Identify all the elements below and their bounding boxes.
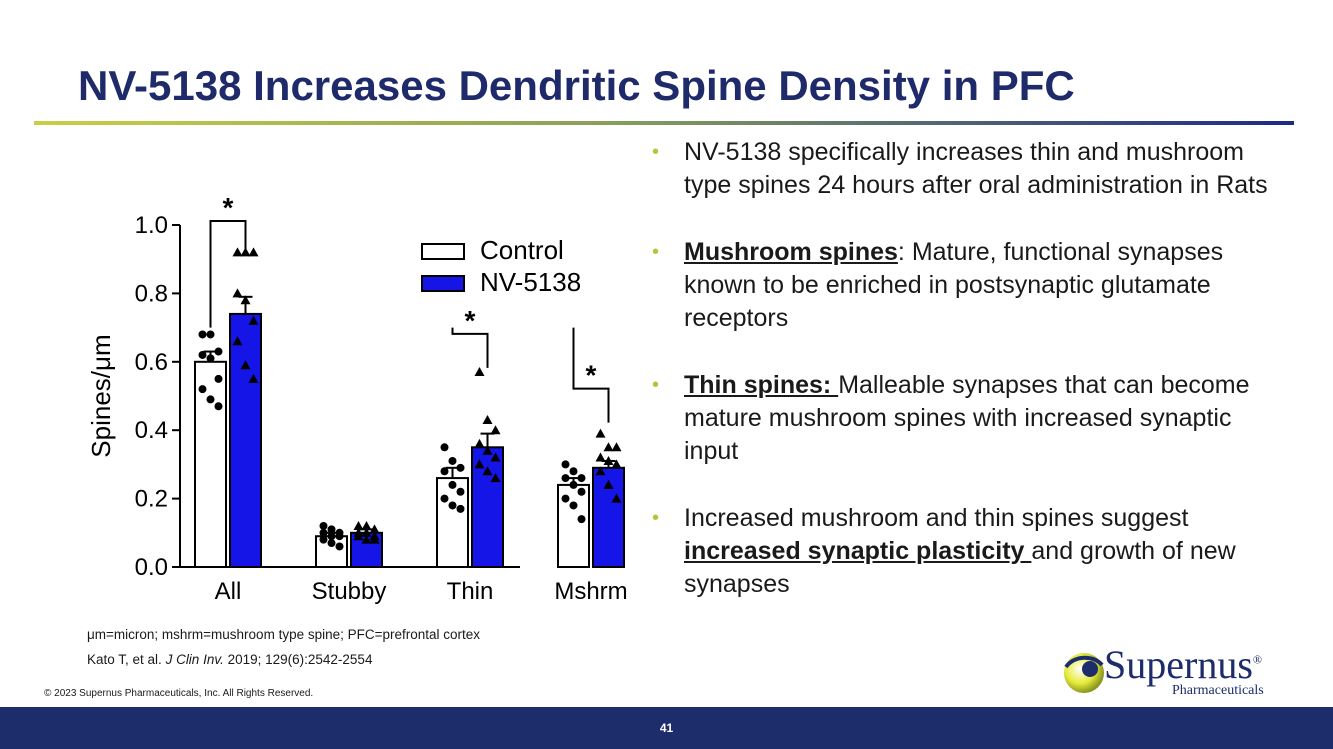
logo-wordmark: Supernus [1104, 642, 1253, 687]
data-point [441, 467, 449, 475]
y-tick-label: 0.0 [134, 554, 168, 581]
data-point [562, 474, 570, 482]
bullet-term: increased synaptic plasticity [684, 537, 1032, 565]
data-point [491, 425, 501, 434]
significance-marker: * [464, 304, 476, 336]
bullet-dot-icon: • [652, 374, 660, 396]
data-point [457, 505, 465, 513]
legend-label: NV-5138 [480, 267, 582, 297]
data-point [475, 439, 485, 448]
bullet-item: • Mushroom spines: Mature, functional synapses known to be enriched in postsynaptic glutamate receptors [652, 238, 1224, 332]
legend-label: Control [480, 235, 564, 265]
x-tick-label: Stubby [311, 578, 387, 605]
significance-marker: * [585, 359, 597, 391]
data-point [233, 288, 243, 297]
bullet-term: Thin spines: [684, 371, 839, 399]
logo-sphere-icon [1060, 645, 1106, 695]
y-tick-label: 0.8 [134, 280, 168, 308]
y-tick-label: 0.2 [134, 485, 168, 513]
footer-bar [0, 707, 1333, 749]
x-tick-label: Thin [446, 578, 494, 605]
data-point [215, 402, 223, 410]
data-point [336, 542, 344, 550]
data-point [562, 495, 570, 503]
bullet-dot-icon: • [652, 507, 660, 529]
data-point [328, 532, 336, 540]
data-point [457, 488, 465, 496]
y-tick-label: 0.6 [134, 348, 168, 376]
data-point [320, 536, 328, 544]
data-point [596, 453, 606, 462]
data-point [578, 474, 586, 482]
y-tick-label: 1.0 [134, 212, 168, 239]
data-point [336, 532, 344, 540]
bullet-term: Mushroom spines [684, 238, 898, 266]
data-point [604, 442, 614, 451]
data-point [562, 460, 570, 468]
data-point [596, 429, 606, 438]
logo-subtitle: Pharmaceuticals [1172, 683, 1264, 698]
data-point [215, 375, 223, 383]
y-axis-label: Spines/μm [86, 334, 116, 458]
bullet-item: • NV-5138 specifically increases thin and mushroom type spines 24 hours after oral administration in Rats [652, 138, 1268, 199]
data-point [207, 354, 215, 362]
data-point [570, 481, 578, 489]
legend-swatch [422, 276, 464, 291]
x-tick-label: All [214, 578, 242, 605]
registered-mark: ® [1252, 652, 1263, 667]
data-point [578, 488, 586, 496]
title-rule [34, 121, 1294, 125]
data-point [570, 501, 578, 509]
page-title: NV-5138 Increases Dendritic Spine Density in PFC [78, 62, 1075, 109]
data-point [249, 247, 259, 256]
data-point [449, 501, 457, 509]
data-point [328, 525, 336, 533]
bar [230, 314, 261, 567]
data-point [199, 330, 207, 338]
data-point [233, 247, 243, 256]
bullet-item: • Increased mushroom and thin spines suggest increased synaptic plasticity and growth of new synapses [652, 504, 1236, 598]
data-point [207, 330, 215, 338]
supernus-logo [1060, 642, 1300, 701]
data-point [441, 443, 449, 451]
bullet-dot-icon: • [652, 241, 660, 263]
data-point [215, 348, 223, 356]
page-number: 41 [659, 721, 674, 735]
data-point [578, 515, 586, 523]
data-point [199, 385, 207, 393]
bullet-item: • Thin spines: Malleable synapses that can become mature mushroom spines with increased synaptic input [652, 371, 1250, 465]
data-point [207, 395, 215, 403]
significance-marker: * [222, 192, 234, 223]
data-point [328, 539, 336, 547]
bar [195, 362, 226, 567]
y-tick-label: 0.4 [134, 417, 168, 445]
data-point [320, 522, 328, 530]
legend-swatch [422, 244, 464, 259]
data-point [449, 457, 457, 465]
copyright: © 2023 Supernus Pharmaceuticals, Inc. All Rights Reserved. [44, 688, 314, 699]
data-point [483, 415, 493, 424]
bullet-list [650, 136, 1290, 635]
data-point [570, 467, 578, 475]
x-tick-label: Mshrm [554, 578, 628, 605]
citation: Kato T, et al. J Clin Inv. 2019; 129(6):2542-2554 [87, 652, 373, 667]
abbreviation-note: μm=micron; mshrm=mushroom type spine; PFC=prefrontal cortex [87, 627, 481, 642]
data-point [449, 481, 457, 489]
spine-density-chart [80, 190, 628, 620]
bullet-dot-icon: • [652, 141, 660, 163]
data-point [320, 529, 328, 537]
data-point [199, 351, 207, 359]
data-point [441, 495, 449, 503]
data-point [457, 464, 465, 472]
significance-bracket [211, 221, 246, 328]
data-point [475, 367, 485, 376]
data-point [612, 442, 622, 451]
